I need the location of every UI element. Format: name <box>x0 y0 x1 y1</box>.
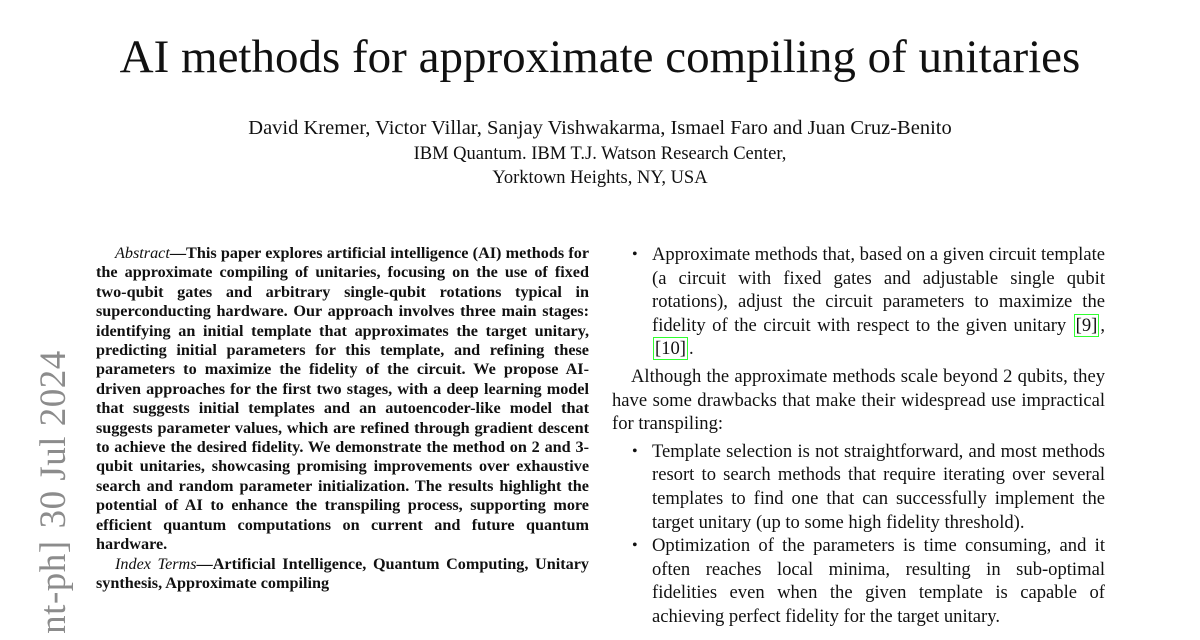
arxiv-date: 30 Jul 2024 <box>33 350 74 529</box>
citation-link-10[interactable]: [10] <box>655 338 686 360</box>
abstract-text: This paper explores artificial intelligence (AI) methods for the approximate compiling of unitaries, focusing on the use of fixed two-qubit gates and arbitrary single-qubit rotations typical in superconducting hardware. Our approach involves three main stages: identifying an initial template that approximates the target unitary, predicting initial parameters for this template, and refining these parameters to maximize the fidelity of the circuit. We propose AI-driven approaches for the first two stages, with a deep learning model that suggests initial templates and an autoencoder-like model that suggests parameter values, which are refined through gradient descent to achieve the desired fidelity. We demonstrate the method on 2 and 3-qubit unitaries, showcasing promising improvements over exhaustive search and random parameter initialization. The results highlight the potential of AI to enhance the transpiling process, supporting more efficient quantum computations on current and future quantum hardware. <box>96 244 589 554</box>
paper-title: AI methods for approximate compiling of unitaries <box>119 31 1081 83</box>
list-item <box>612 440 1105 534</box>
bullet-icon: • <box>632 442 638 460</box>
list-item <box>612 243 1105 361</box>
arxiv-side-stamp <box>34 344 74 640</box>
index-terms-dash: — <box>196 554 213 573</box>
author-list: David Kremer, Victor Villar, Sanjay Vishwakarma, Ismael Faro and Juan Cruz-Benito <box>248 117 952 139</box>
affiliation-line-1: IBM Quantum. IBM T.J. Watson Research Center, <box>413 144 787 164</box>
index-terms-text: Artificial Intelligence, Quantum Computing, Unitary synthesis, Approximate compiling <box>96 554 589 592</box>
abstract-label: Abstract <box>115 244 170 262</box>
bullet-text: Optimization of the parameters is time consuming, and it often reaches local minima, resulting in sub-optimal fidelities even when the given template is capable of achieving perfect fidelity for the target unitary. <box>652 535 1105 627</box>
abstract-paragraph <box>96 244 589 555</box>
bullet-icon: • <box>632 537 638 555</box>
arxiv-category: nt-ph] <box>33 540 74 634</box>
index-terms-label: Index Terms <box>115 554 197 573</box>
abstract-dash: — <box>169 244 187 262</box>
list-item <box>612 534 1105 628</box>
bullet-text: Template selection is not straightforward, and most methods resort to search methods that require iterating over several templates to find one that can successfully implement the target unitary (up to some high fidelity threshold). <box>652 440 1105 533</box>
body-paragraph: Although the approximate methods scale beyond 2 qubits, they have some drawbacks that make their widespread use impractical for transpiling: <box>612 365 1105 435</box>
bullet-text: Approximate methods that, based on a given circuit template (a circuit with fixed gates and adjustable single qubit rotations), adjust the circuit parameters to maximize the fidelity of the circuit with respect to the given unitary <box>652 244 1105 336</box>
abstract-column <box>96 244 589 593</box>
citation-link-9[interactable]: [9] <box>1075 314 1098 336</box>
bullet-icon: • <box>632 246 638 263</box>
approximate-methods-list <box>612 243 1105 361</box>
sentence-end: . <box>688 338 694 360</box>
index-terms-paragraph <box>96 555 589 594</box>
citation-separator: , <box>1100 314 1105 336</box>
drawbacks-list <box>612 440 1105 629</box>
body-column <box>612 243 1105 629</box>
affiliation-line-2: Yorktown Heights, NY, USA <box>492 168 708 188</box>
